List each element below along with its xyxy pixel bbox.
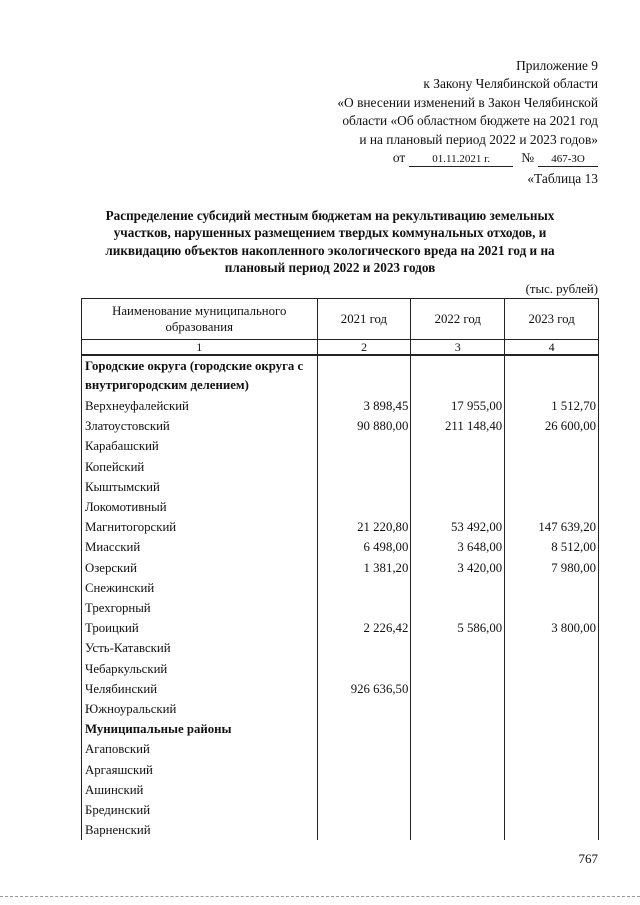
appendix-number: Приложение 9 [516,58,598,73]
value-2023 [505,355,599,396]
table-row [82,820,599,840]
value-2023: 3 800,00 [505,618,599,638]
table-row [82,618,599,638]
value-2022: 3 420,00 [411,558,505,578]
value-2022 [411,598,505,618]
municipality-name: Кыштымский [82,477,318,497]
table-row [82,598,599,618]
value-2022: 211 148,40 [411,416,505,436]
table-row [82,578,599,598]
document-title: Распределение субсидий местным бюджетам на рекультивацию земельных участков, нарушенных размещением твердых коммунальных отходов, и ликвидацию объектов накопленного экологического вреда на 2021 год и на плановый период 2022 и 2023 годов [105,208,555,276]
municipality-name: Городские округа (городские округа с внутригородским делением) [82,355,318,396]
table-row [82,436,599,456]
value-2022: 5 586,00 [411,618,505,638]
table-row [82,517,599,537]
value-2023: 147 639,20 [505,517,599,537]
value-2021 [317,760,411,780]
value-2023 [505,659,599,679]
municipality-name: Муниципальные районы [82,719,318,739]
municipality-name: Трехгорный [82,598,318,618]
page-edge-line [0,896,640,897]
table-group-row [82,355,599,396]
table-label: «Таблица 13 [527,171,598,186]
value-2021: 1 381,20 [317,558,411,578]
column-number: 1 [82,340,318,356]
table-body [82,355,599,840]
value-2022 [411,820,505,840]
value-2023 [505,436,599,456]
municipality-name: Ашинский [82,780,318,800]
value-2021 [317,578,411,598]
value-2021 [317,355,411,396]
table-row [82,800,599,820]
value-2023: 7 980,00 [505,558,599,578]
table-row [82,699,599,719]
value-2021: 21 220,80 [317,517,411,537]
value-2021 [317,659,411,679]
from-label: от [392,150,406,166]
value-2022 [411,477,505,497]
value-2023 [505,679,599,699]
table-group-row [82,719,599,739]
value-2022: 53 492,00 [411,517,505,537]
law-date: 01.11.2021 г. [409,153,513,167]
municipality-name: Локомотивный [82,497,318,517]
value-2021: 6 498,00 [317,537,411,557]
table-row [82,739,599,759]
municipality-name: Аргаяшский [82,760,318,780]
value-2021 [317,457,411,477]
table-row [82,760,599,780]
value-2023 [505,598,599,618]
value-2022 [411,780,505,800]
value-2022 [411,800,505,820]
municipality-name: Копейский [82,457,318,477]
header-2023: 2023 год [505,299,599,340]
law-number: 467-ЗО [538,153,598,167]
value-2021 [317,436,411,456]
value-2021 [317,800,411,820]
value-2021 [317,477,411,497]
table-row [82,477,599,497]
value-2023 [505,760,599,780]
municipality-name: Агаповский [82,739,318,759]
table-row [82,780,599,800]
value-2021: 90 880,00 [317,416,411,436]
column-number-row [82,340,599,356]
municipality-name: Чебаркульский [82,659,318,679]
value-2023 [505,497,599,517]
municipality-name: Карабашский [82,436,318,456]
value-2023 [505,820,599,840]
municipality-name: Троицкий [82,618,318,638]
municipality-name: Озерский [82,558,318,578]
value-2022 [411,355,505,396]
value-2021: 2 226,42 [317,618,411,638]
law-title-line-2: области «Об областном бюджете на 2021 год [342,113,598,129]
municipality-name: Миасский [82,537,318,557]
table-header-row [82,299,599,340]
value-2023 [505,477,599,497]
table-row [82,457,599,477]
value-2022 [411,659,505,679]
value-2022 [411,436,505,456]
value-2022 [411,699,505,719]
municipality-name: Брединский [82,800,318,820]
value-2021 [317,739,411,759]
value-2021: 3 898,45 [317,396,411,416]
page-number: 767 [578,851,598,866]
table-row [82,659,599,679]
table-row [82,638,599,658]
subsidy-table [81,298,599,840]
appendix-header [300,57,598,167]
value-2023: 1 512,70 [505,396,599,416]
municipality-name: Усть-Катавский [82,638,318,658]
value-2022 [411,719,505,739]
value-2023 [505,578,599,598]
value-2023 [505,457,599,477]
number-label: № [521,150,534,166]
value-2023 [505,800,599,820]
municipality-name: Снежинский [82,578,318,598]
table-row [82,537,599,557]
table-row [82,558,599,578]
header-2021: 2021 год [317,299,411,340]
table-row [82,396,599,416]
value-2021 [317,719,411,739]
value-2021 [317,699,411,719]
value-2021 [317,638,411,658]
value-2022 [411,457,505,477]
law-title-line-3: и на плановый период 2022 и 2023 годов» [359,131,598,147]
law-reference: к Закону Челябинской области [423,76,598,92]
value-2022 [411,497,505,517]
municipality-name: Верхнеуфалейский [82,396,318,416]
municipality-name: Варненский [82,820,318,840]
table-row [82,679,599,699]
table-row [82,416,599,436]
value-2023: 26 600,00 [505,416,599,436]
column-number: 2 [317,340,411,356]
value-2022: 3 648,00 [411,537,505,557]
column-number: 3 [411,340,505,356]
value-2022 [411,638,505,658]
value-2023 [505,638,599,658]
municipality-name: Златоустовский [82,416,318,436]
header-municipality: Наименование муниципального образования [82,299,318,340]
value-2022: 17 955,00 [411,396,505,416]
value-2022 [411,679,505,699]
value-2021 [317,780,411,800]
value-2022 [411,739,505,759]
value-2023: 8 512,00 [505,537,599,557]
table-row [82,497,599,517]
units-label: (тыс. рублей) [525,282,598,296]
header-2022: 2022 год [411,299,505,340]
value-2022 [411,760,505,780]
value-2021 [317,497,411,517]
municipality-name: Южноуральский [82,699,318,719]
value-2022 [411,578,505,598]
value-2021 [317,820,411,840]
value-2023 [505,719,599,739]
value-2021: 926 636,50 [317,679,411,699]
column-number: 4 [505,340,599,356]
value-2023 [505,780,599,800]
municipality-name: Челябинский [82,679,318,699]
law-title-line-1: «О внесении изменений в Закон Челябинской [337,94,598,110]
law-date-number-line [300,149,598,167]
value-2023 [505,699,599,719]
value-2021 [317,598,411,618]
value-2023 [505,739,599,759]
municipality-name: Магнитогорский [82,517,318,537]
